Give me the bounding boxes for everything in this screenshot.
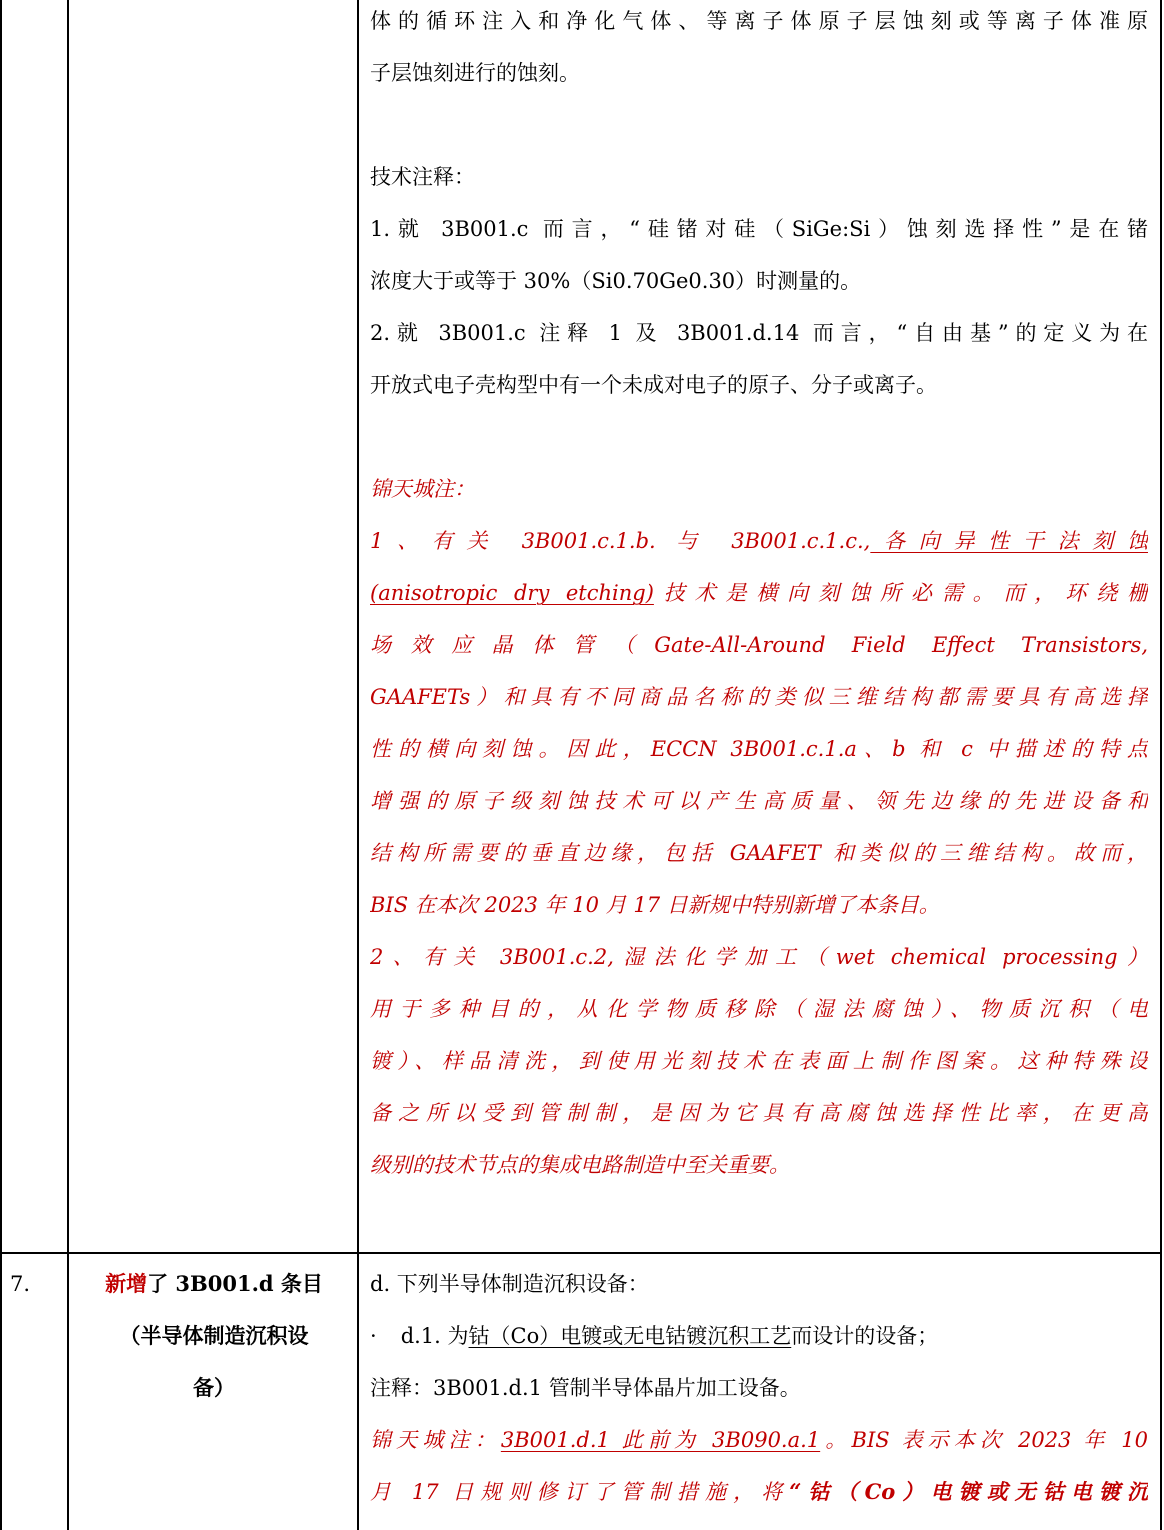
d-title: d. 下列半导体制造沉积设备： [370, 1272, 649, 1296]
jtc-note-line: GAAFETs）和具有不同商品名称的类似三维结构都需要具有高选择 [370, 685, 1148, 709]
jtc-underlined-term: 各向异性干法刻蚀 [870, 529, 1148, 553]
jtc-note-line: 增强的原子级刻蚀技术可以产生高质量、领先边缘的先进设备和 [370, 789, 1148, 813]
jtc-underlined-term: 3B001.d.1 此前为 3B090.a.1 [500, 1428, 821, 1452]
change-new-label: 新增 [105, 1271, 148, 1296]
jtc-note-line: 2、有关 3B001.c.2,湿法化学加工（wet chemical processing） [370, 945, 1148, 969]
jtc-note-line: (anisotropic dry etching)技术是横向刻蚀所必需。而，环绕栅 [370, 581, 1148, 605]
table-border-left [0, 0, 2, 1530]
para-line: 子层蚀刻进行的蚀刻。 [370, 61, 580, 85]
change-line: （半导体制造沉积设 [119, 1323, 309, 1348]
d1-line: · d.1. 为钴（Co）电镀或无电钴镀沉积工艺而设计的设备； [370, 1324, 939, 1348]
tech-note-line: 开放式电子壳构型中有一个未成对电子的原子、分子或离子。 [370, 373, 937, 397]
row7-change-cell [78, 1258, 350, 1414]
jtc-note-line: 锦天城注：3B001.d.1 此前为 3B090.a.1。BIS 表示本次 2023 年 10 [370, 1428, 1148, 1452]
row-number: 7. [10, 1272, 31, 1296]
row6-content-cell [370, 0, 1148, 1191]
jtc-note-line: 备之所以受到管制制，是因为它具有高腐蚀选择性比率，在更高 [370, 1101, 1148, 1125]
jtc-note-line: 级别的技术节点的集成电路制造中至关重要。 [370, 1153, 790, 1177]
tech-note-line: 2.就 3B001.c 注释 1 及 3B001.d.14 而言，“自由基”的定义为在 [370, 321, 1148, 345]
jtc-note-title: 锦天城注： [370, 477, 475, 501]
change-line: 备） [193, 1375, 235, 1400]
para-line: 体的循环注入和净化气体、等离子体原子层蚀刻或等离子体准原 [370, 9, 1148, 33]
tech-note-line: 1.就 3B001.c 而言，“硅锗对硅（SiGe:Si）蚀刻选择性”是在锗 [370, 217, 1148, 241]
jtc-note-line: 性的横向刻蚀。因此，ECCN 3B001.c.1.a、b 和 c 中描述的特点 [370, 737, 1148, 761]
row7-number-cell [10, 1258, 62, 1310]
d1-note: 注释：3B001.d.1 管制半导体晶片加工设备。 [370, 1376, 801, 1400]
jtc-note-line: 用于多种目的，从化学物质移除（湿法腐蚀）、物质沉积（电 [370, 997, 1148, 1021]
bullet-icon: · [370, 1324, 377, 1348]
table-row-divider [0, 1252, 1162, 1254]
tech-note-line: 浓度大于或等于 30%（Si0.70Ge0.30）时测量的。 [370, 269, 862, 293]
table-divider-col1 [67, 0, 69, 1530]
change-line: 新增了 3B001.d 条目 [105, 1271, 323, 1296]
jtc-bold-term: “钴（Co）电镀或无钴电镀沉 [789, 1479, 1148, 1504]
row7-content-cell [370, 1258, 1148, 1518]
d1-underlined-term: 钴（Co）电镀或无电钴镀沉积工艺 [468, 1324, 792, 1348]
tech-note-title: 技术注释： [370, 165, 475, 189]
jtc-note-line: 1、有关 3B001.c.1.b. 与 3B001.c.1.c.,各向异性干法刻蚀 [370, 529, 1148, 553]
jtc-note-line: 镀）、样品清洗，到使用光刻技术在表面上制作图案。这种特殊设 [370, 1049, 1148, 1073]
jtc-note-line: 场效应晶体管（Gate-All-Around Field Effect Transistors, [370, 633, 1148, 657]
table-divider-col2 [357, 0, 359, 1530]
jtc-underlined-term: (anisotropic dry etching) [370, 581, 654, 605]
jtc-note-line: 结构所需要的垂直边缘，包括 GAAFET 和类似的三维结构。故而， [370, 841, 1148, 865]
jtc-note-line: BIS 在本次 2023 年 10 月 17 日新规中特别新增了本条目。 [370, 893, 940, 917]
jtc-note-line: 月 17 日规则修订了管制措施，将“钴（Co）电镀或无钴电镀沉 [370, 1479, 1148, 1504]
table-border-right [1160, 0, 1162, 1530]
